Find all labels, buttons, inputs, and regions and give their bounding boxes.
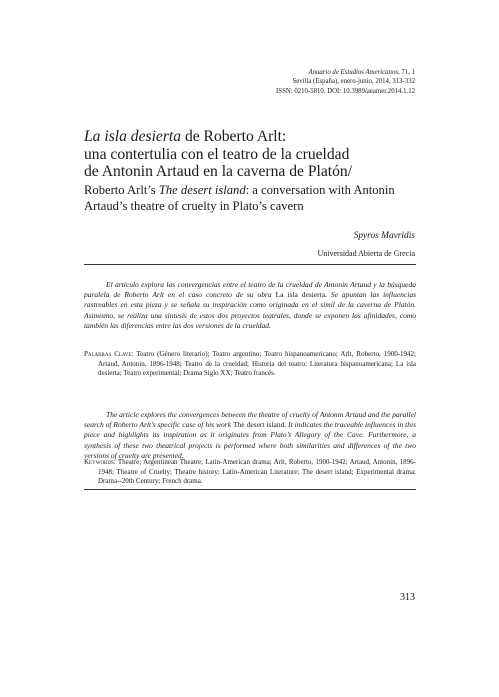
article-title xyxy=(84,128,424,181)
keywords-english xyxy=(84,458,416,487)
journal-header xyxy=(276,68,415,96)
title-en-part1: Roberto Arlt’s xyxy=(84,183,159,197)
abstract-english xyxy=(84,410,416,461)
keywords-en-text: : Theatre; Argentinean Theatre; Latin-American drama; Arlt, Roberto, 1900-1942; Artaud, Antonin, 1896-1948; Theatre of Cruelty; Theatre history; Latin-American Literature; The desert island; Experimental drama; Drama--20th Century; French drama. xyxy=(98,458,416,486)
abstract-es-text2: . Se apuntan las influencias rastreables en esta pieza y se señala su inspiración como originada en el símil de la caverna de Platón. Asimismo, se realiza una síntesis de estos dos proyectos teatrales, donde se exponen las afinidades, como también las diferencias entre las dos versiones de la crueldad. xyxy=(84,290,416,330)
keywords-es-label: Palabras Clave xyxy=(84,350,132,358)
author-affiliation: Universidad Abierta de Grecia xyxy=(317,249,415,258)
abstract-en-text1: The article explores the convergences between the theatre of cruelty of Antonin Artaud and the parallel search of Roberto Arlt’s specific case of his work xyxy=(84,410,416,430)
title-italic-work: La isla desierta xyxy=(84,128,182,145)
title-en-part2: : a conversation with Antonin Artaud’s theatre of cruelty in Plato’s cavern xyxy=(84,183,395,213)
title-line3: de Antonin Artaud en la caverna de Platón/ xyxy=(84,163,353,180)
divider-bottom xyxy=(84,489,416,490)
title-en-italic-work: The desert island xyxy=(158,183,246,197)
title-line1: de Roberto Arlt: xyxy=(181,128,287,145)
keywords-es-text: : Teatro (Género literario); Teatro argentino; Teatro hispanoamericano; Arlt, Roberto, 1900-1942; Artaud, Antonin, 1896-1948; Teatro de la crueldad; Historia del teatro: Literatura hispanoamericana; La isla desierta; Teatro experimental; Drama Siglo XX; Teatro francés. xyxy=(98,350,416,378)
page-number: 313 xyxy=(400,592,415,603)
author-name: Spyros Mavridis xyxy=(353,231,415,241)
divider-top xyxy=(84,264,416,265)
abstract-en-text2: . It indicates the traceable influences in this piece and highlights its inspiration as it originates from Plato’s Allegory of the Cave. Furthermore, a synthesis of these two theatrical projects is performed where both similarities and differences of the two versions of cruelty are presented. xyxy=(84,420,417,460)
keywords-en-label: Keywords xyxy=(84,458,114,466)
journal-name: Anuario de Estudios Americanos xyxy=(308,69,398,76)
journal-citation xyxy=(276,68,415,77)
abstract-en-work-title: The desert island xyxy=(232,420,285,430)
journal-volume: , 71, 1 xyxy=(398,69,415,76)
title-line2: una contertulia con el teatro de la crueldad xyxy=(84,145,350,163)
journal-place-date: Sevilla (España), enero-junio, 2014, 313-332 xyxy=(292,78,415,86)
abstract-es-text1: El artículo explora las convergencias entre el teatro de la crueldad de Antonin Artaud y la búsqueda paralela de Roberto Arlt en el caso concreto de su obra xyxy=(84,280,416,300)
article-title-english xyxy=(84,182,424,214)
journal-issn-doi: ISSN: 0210-5810. DOI: 10.3989/aeamer.2014.1.12 xyxy=(276,87,415,95)
keywords-spanish xyxy=(84,350,416,379)
abstract-es-work-title: La isla desierta xyxy=(275,290,326,300)
abstract-spanish xyxy=(84,280,416,331)
